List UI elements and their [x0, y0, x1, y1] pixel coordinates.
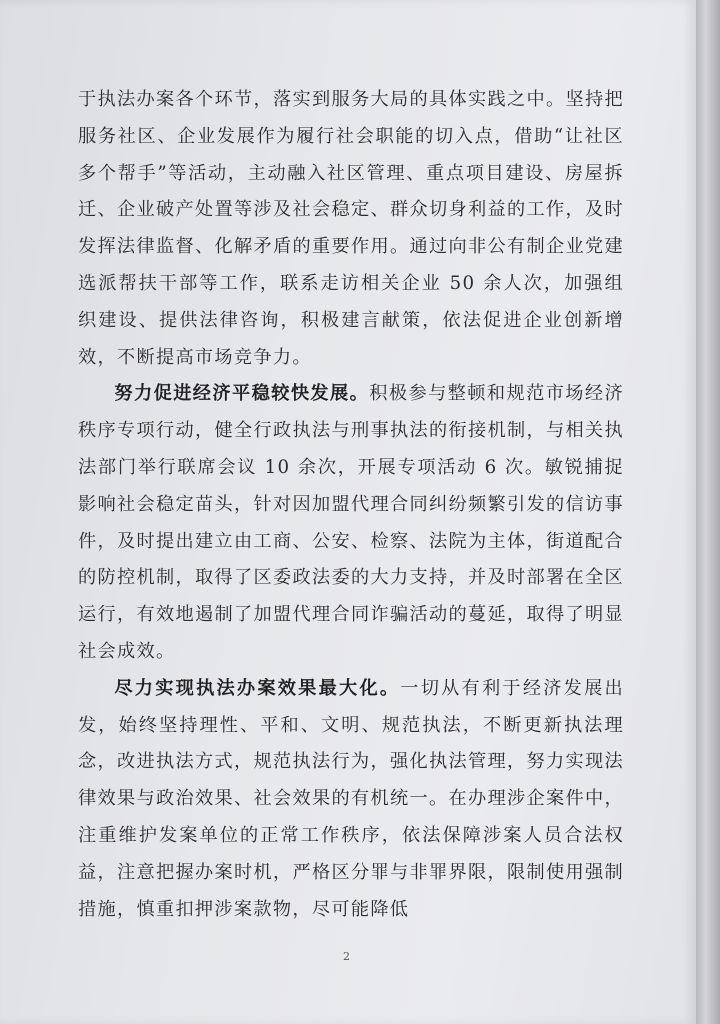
page-edge [696, 0, 720, 1024]
page-number: 2 [343, 950, 350, 963]
paragraph-2 [78, 376, 624, 670]
paragraph-1-text: 于执法办案各个环节，落实到服务大局的具体实践之中。坚持把服务社区、企业发展作为履行社会职能的切入点，借助“让社区多个帮手”等活动，主动融入社区管理、重点项目建设、房屋拆迁、企业破产处置等涉及社会稳定、群众切身利益的工作，及时发挥法律监督、化解矛盾的重要作用。通过向非公有制企业党建选派帮扶干部等工作，联系走访相关企业 50 余人次，加强组织建设、提供法律咨询，积极建言献策，依法促进企业创新增效，不断提高市场竞争力。 [78, 89, 624, 368]
paragraph-3-lead: 尽力实现执法办案效果最大化。 [114, 677, 401, 699]
paragraph-2-text: 积极参与整顿和规范市场经济秩序专项行动，健全行政执法与刑事执法的衔接机制，与相关执法部门举行联席会议 10 余次，开展专项活动 6 次。敏锐捕捉影响社会稳定苗头，针对因加盟代理合同纠纷频繁引发的信访事件，及时提出建立由工商、公安、检察、法院为主体，街道配合的防控机制，取得了区委政法委的大力支持，并及时部署在全区运行，有效地遏制了加盟代理合同诈骗活动的蔓延，取得了明显社会成效。 [78, 383, 624, 662]
paragraph-2-lead: 努力促进经济平稳较快发展。 [114, 383, 370, 405]
paragraph-3 [78, 671, 624, 929]
paragraph-1 [78, 82, 624, 376]
paragraph-3-text: 一切从有利于经济发展出发，始终坚持理性、平和、文明、规范执法，不断更新执法理念，改进执法方式，规范执法行为，强化执法管理，努力实现法律效果与政治效果、社会效果的有机统一。在办理涉企案件中，注重维护发案单位的正常工作秩序，依法保障涉案人员合法权益，注意把握办案时机，严格区分罪与非罪界限，限制使用强制措施，慎重扣押涉案款物，尽可能降低 [78, 677, 624, 920]
body-text [78, 82, 624, 928]
